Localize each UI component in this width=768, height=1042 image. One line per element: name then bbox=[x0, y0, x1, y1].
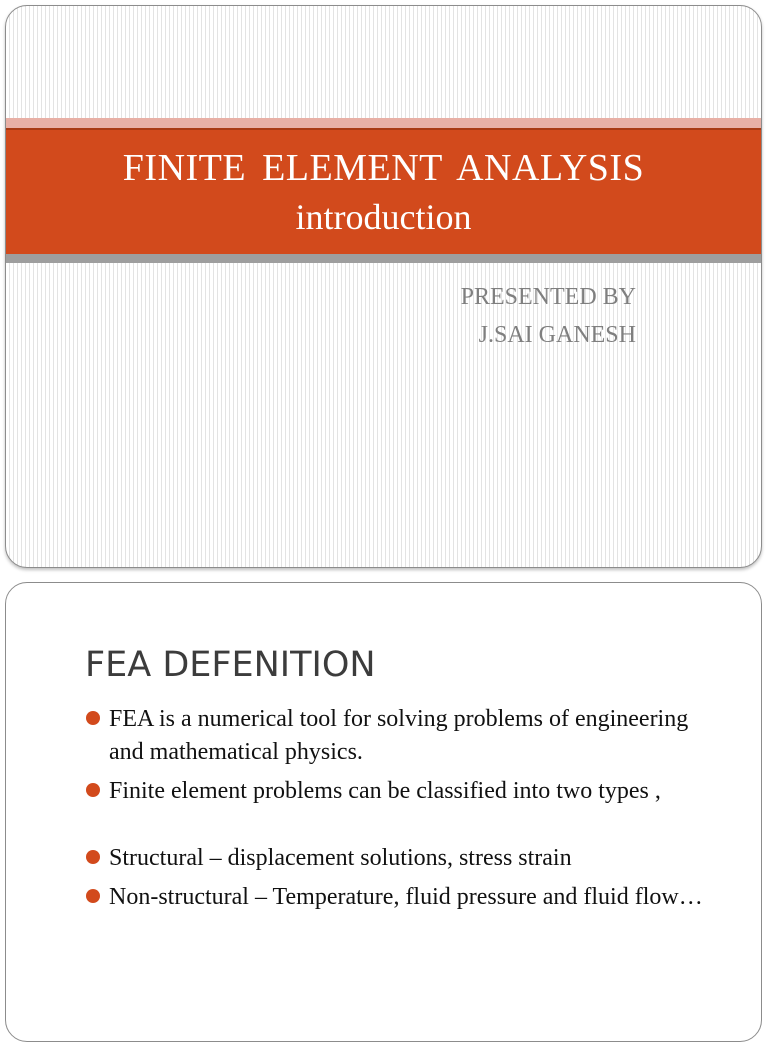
title-slide bbox=[5, 5, 762, 568]
bullet-text: Non-structural – Temperature, fluid pressure and fluid flow… bbox=[109, 884, 703, 910]
presenter-name: J.SAI GANESH bbox=[478, 322, 636, 348]
presenter-block bbox=[461, 278, 636, 354]
bullet-dot-icon bbox=[86, 889, 100, 903]
bullet-item bbox=[82, 703, 722, 769]
bullet-text: Finite element problems can be classified into two types , bbox=[109, 778, 661, 804]
bullet-list bbox=[82, 703, 722, 920]
bullet-dot-icon bbox=[86, 783, 100, 797]
bullet-text: Structural – displacement solutions, stress strain bbox=[109, 845, 572, 871]
bullet-dot-icon bbox=[86, 711, 100, 725]
slide-subtitle: introduction bbox=[295, 197, 472, 237]
slide-title: FINITE ELEMENT ANALYSIS bbox=[122, 147, 645, 189]
bullet-dot-icon bbox=[86, 850, 100, 864]
presented-by-label: PRESENTED BY bbox=[460, 284, 636, 310]
bullet-item bbox=[82, 775, 722, 808]
title-band-top-stripe bbox=[6, 118, 761, 128]
bullet-item bbox=[82, 842, 722, 875]
content-heading: FEA DEFENITION bbox=[85, 645, 376, 685]
content-slide bbox=[5, 582, 762, 1042]
title-band-bottom-stripe bbox=[6, 254, 761, 263]
bullet-item bbox=[82, 881, 722, 914]
bullet-text: FEA is a numerical tool for solving problems of engineering and mathematical physics. bbox=[109, 706, 689, 765]
